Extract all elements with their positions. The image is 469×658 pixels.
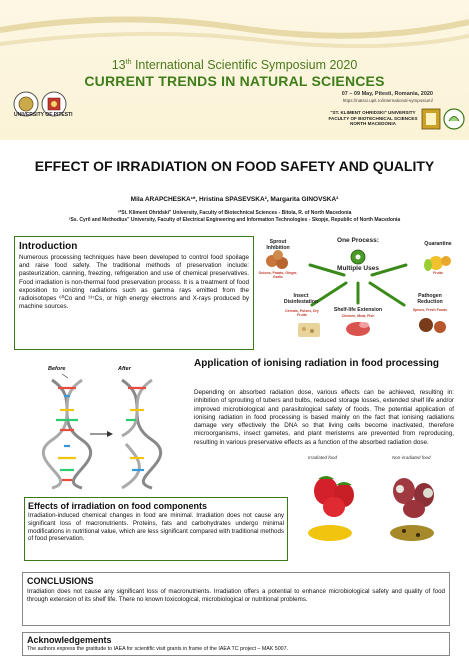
dna-after-label: After — [118, 366, 131, 372]
poster-title: EFFECT OF IRRADIATION ON FOOD SAFETY AND QUALITY — [34, 158, 435, 174]
effects-box — [24, 497, 288, 561]
conclusions-box — [22, 572, 450, 626]
symposium-title: 13th International Scientific Symposium 2020 — [111, 58, 358, 72]
diagram-heading: One Process: — [337, 237, 379, 244]
symposium-subtitle: CURRENT TRENDS IN NATURAL SCIENCES — [84, 73, 385, 89]
node-quarantine-sub: Fruits — [433, 271, 443, 275]
food-photo-graphic — [300, 461, 460, 547]
faculty-logos — [420, 106, 466, 134]
introduction-heading: Introduction — [19, 241, 78, 252]
affiliations — [20, 210, 449, 224]
dna-before-label: Before — [48, 366, 66, 372]
node-shelf-life: Shelf-life Extension — [333, 307, 383, 313]
irradiated-label: Irradiated food — [308, 455, 338, 460]
university-left-name: UNIVERSITY OF PITESTI — [14, 112, 73, 118]
acknowledgements-heading: Acknowledgements — [27, 635, 112, 645]
non-irradiated-label: Non-irradiated food — [392, 455, 431, 460]
node-pathogen-reduction: Pathogen Reduction — [417, 293, 443, 305]
symposium-url[interactable]: https://natsci.upit.ro/international-symposium/ — [342, 98, 433, 103]
node-shelf-life-sub: Chicken, Meat, Fish — [341, 314, 375, 318]
authors: Mila ARAPCHESKA¹*, Hristina SPASEVSKA², Margarita GINOVSKA² — [130, 196, 339, 203]
effects-text: Irradiation-induced chemical changes in food are minimal. Irradiation does not cause any significant loss of macronutrients. Proteins, fats and carbohydrates undergo minimal modifications in nutritional value, which are less significant compared with traditional methods of food preservation. — [28, 512, 284, 543]
food-comparison-photos — [300, 455, 460, 545]
node-insect-sub: Cereals, Pulses, Dry Fruits — [285, 309, 319, 317]
node-sprout-inhibition: Sprout Inhibition — [266, 239, 290, 251]
process-diagram — [258, 233, 458, 351]
affiliation-1: ¹*St. Kliment Ohridski" University, Faculty of Biotechnical Sciences - Bitola, R. of North Macedonia — [117, 210, 352, 216]
affiliation-2: ²Ss. Cyril and Methodius" University, Faculty of Electrical Engineering and Information Technologies - Skopje, Republic of North Macedonia — [68, 217, 401, 223]
university-right-name: "ST. KLIMENT OHRIDSKI" UNIVERSITY FACULTY OF BIOTECHNICAL SCIENCES NORTH MACEDONIA — [328, 110, 418, 127]
acknowledgements-box — [22, 632, 450, 656]
introduction-text: Numerous processing techniques have been developed to control food spoilage and raise food safety. The traditional methods of preservation include: pasteurization, canning, freezing, refrigeration and use of chemical preservatives. Food irradiation is non-thermal food preservation process. It is a treatment of food exposition to ionizing radiations such as gamma rays emitted from the radioisotopes ⁶⁰Co and ¹³⁷Cs, or high energy electrons and X-rays produced by machine sources. — [19, 254, 249, 311]
node-sprout-sub: Onions, Potato, Ginger, Garlic — [258, 271, 298, 279]
dna-helix-graphic — [40, 370, 170, 490]
application-heading: Application of ionising radiation in food processing — [194, 358, 439, 369]
node-quarantine: Quarantine — [424, 241, 452, 247]
effects-heading: Effects of irradiation on food components — [28, 501, 208, 511]
conclusions-heading: CONCLUSIONS — [27, 576, 94, 586]
application-text: Depending on absorbed radiation dose, various effects can be achieved, resulting in: inhibition of sprouting of tubers and bulbs, reduced storage losses, extended shelf life and/or improved microbiological and parasitological safety of foods. The potential application of ionising radiation in food processing is based mainly on the fact that ionising radiations damage very effectively the DNA so that living cells become inactivated, therefore microorganisms, insect gametes, and plant meristems are prevented from reproducing, resulting in various preservative effects as a function of the absorbed radiation dose. — [194, 389, 454, 446]
acknowledgements-text: The authors express the gratitude to IAEA for scientific visit grants in frame of the IAEA TC project – MAK 5007. — [27, 646, 289, 652]
diagram-center-label: Multiple Uses — [337, 265, 379, 272]
dna-illustration — [40, 362, 170, 490]
node-insect-disinfestation: Insect Disinfestation — [283, 293, 319, 305]
conclusions-text: Irradiation does not cause any significant loss of macronutrients. Irradiation offers a potential to enhance microbiological safety and quality of food through extension of its shelf life. There no known toxicological, microbiological or nutritional problems. — [27, 588, 445, 603]
node-pathogen-sub: Spices, Fresh Foods — [412, 308, 448, 312]
symposium-date: 07 – 09 May, Pitesti, Romania, 2020 — [341, 91, 433, 97]
header-decoration — [0, 0, 469, 56]
introduction-box — [14, 236, 254, 350]
